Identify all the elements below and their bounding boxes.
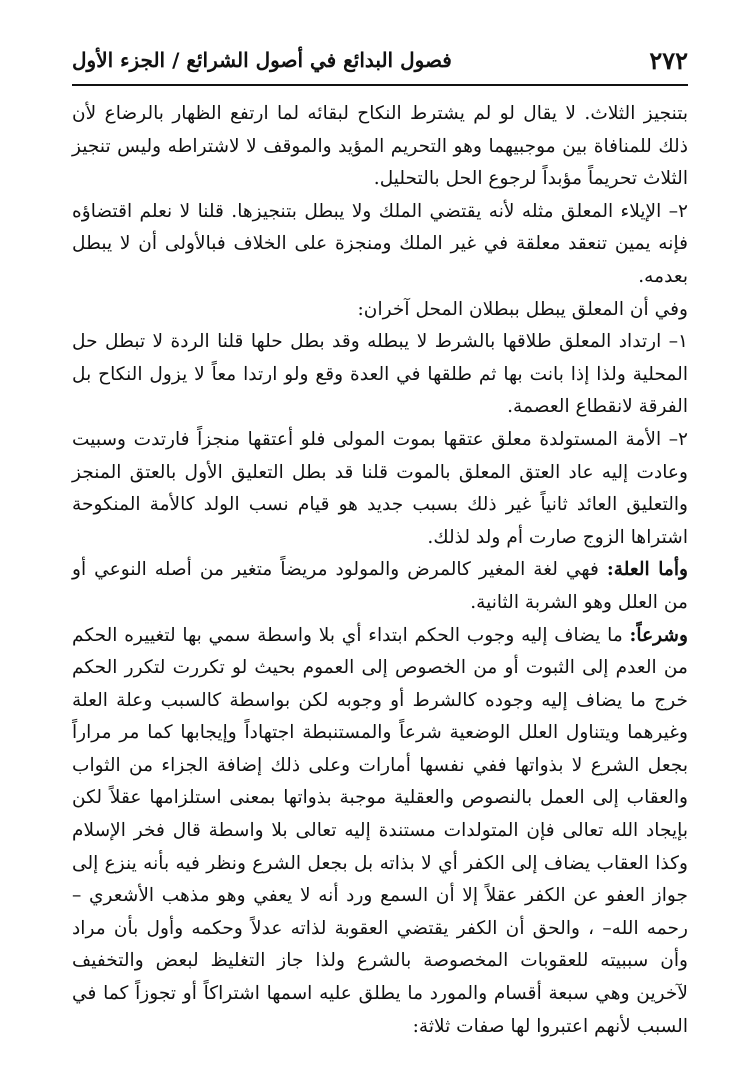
page-number: ٢٧٢ (649, 46, 688, 75)
paragraph (72, 294, 688, 327)
paragraph-text: وفي أن المعلق يبطل ببطلان المحل آخران: (357, 298, 688, 320)
paragraph-text: ١– ارتداد المعلق طلاقها بالشرط لا يبطله وقد بطل حلها قلنا الردة لا تبطل حل المحلية ولذا إذا بانت بها ثم طلقها في العدة وقع ولو ارتدا معاً لا يزول النكاح بل الفرقة لانقطاع العصمة. (72, 331, 688, 418)
paragraph (72, 424, 688, 554)
running-title: فصول البدائع في أصول الشرائع / الجزء الأول (72, 48, 452, 72)
book-page (72, 40, 688, 1043)
paragraph-text: ما يضاف إليه وجوب الحكم ابتداء أي بلا واسطة سمي بها لتغييره الحكم من العدم إلى الثبوت أو من الخصوص إلى العموم بحيث لو تكررت لتكرر الحكم خرج ما يضاف إليه وجوده كالشرط أو وجوبه لكن بواسطة كالسبب وعلة العلة وغيرهما ويتناول العلل الوضعية شرعاً والمستنبطة اجتهاداً وإيجابها كما مر مراراً بجعل الشرع لا بذواتها ففي نفسها أمارات وعلى ذلك إضافة الجزاء من الثواب والعقاب إلى العمل بالنصوص والعقلية موجبة بذواتها بمعنى استلزامها عقلاً لكن بإيجاد الله تعالى فإن المتولدات مستندة إليه تعالى بلا واسطة قال فخر الإسلام وكذا العقاب يضاف إلى الكفر أي لا بذاته بل بجعل الشرع ونظر فيه بأنه ينزع إلى جواز العفو عن الكفر عقلاً إلا أن السمع ورد أنه لا يعفي وهو مذهب الأشعري –رحمه الله– ، والحق أن الكفر يقتضي العقوبة لذاته عدلاً وحكمه وأول بأن مراد وأن سببيته للعقوبات المخصوصة بالشرع ولذا جاز التغليظ لبعض والتخفيف لآخرين وهي سبعة أقسام والمورد ما يطلق عليه اسمها اشتراكاً أو تجوزاً كما في السبب لأنهم اعتبروا لها صفات ثلاثة: (72, 624, 688, 1037)
body-text (72, 98, 688, 1043)
paragraph-text: ٢– الإيلاء المعلق مثله لأنه يقتضي الملك ولا يبطل بتنجيزها. قلنا لا نعلم اقتضاؤه فإنه يمين تنعقد معلقة في غير الملك ومنجزة على الخلاف فبالأولى أن لا يبطل بعدمه. (72, 200, 688, 287)
paragraph-lead: وشرعاً: (629, 624, 688, 646)
paragraph (72, 554, 688, 619)
paragraph-text: ٢– الأمة المستولدة معلق عتقها بموت المولى فلو أعتقها منجزاً فارتدت وسبيت وعادت إليه عاد العتق المعلق بالموت قلنا قد بطل التعليق الأول بالعتق المنجز والتعليق العائد ثانياً غير ذلك بسبب جديد هو قيام نسب الولد كالأمة المنكوحة اشتراها الزوج صارت أم ولد لذلك. (72, 428, 688, 548)
paragraph (72, 620, 688, 1044)
paragraph-text: بتنجيز الثلاث. لا يقال لو لم يشترط النكاح لبقائه لما ارتفع الظهار بالرضاع لأن ذلك للمنافاة بين موجبيهما وهو التحريم المؤيد والموقف لا لاشتراطه وليس تنجيز الثلاث تحريماً مؤبداً لرجوع الحل بالتحليل. (72, 103, 688, 190)
paragraph-text: فهي لغة المغير كالمرض والمولود مريضاً متغير من أصله النوعي أو من العلل وهو الشربة الثانية. (72, 559, 688, 613)
paragraph (72, 326, 688, 424)
page-header (72, 40, 688, 86)
paragraph (72, 98, 688, 196)
paragraph-lead: وأما العلة: (606, 559, 688, 581)
paragraph (72, 196, 688, 294)
